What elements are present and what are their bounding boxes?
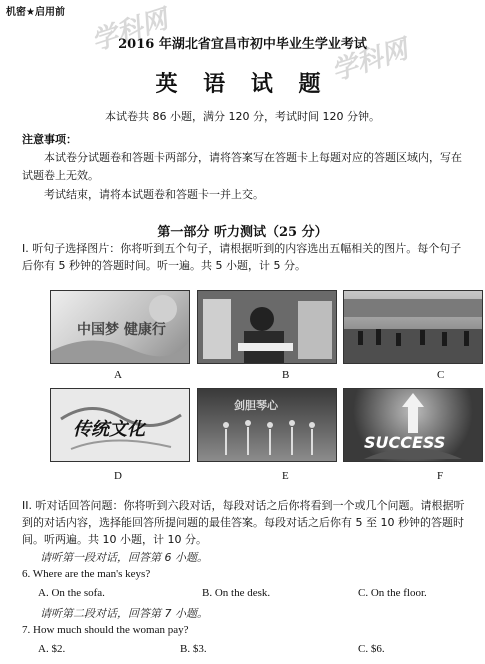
picture-c-illustration xyxy=(344,291,482,363)
section-2-instruction xyxy=(22,497,466,548)
picture-f-text: SUCCESS xyxy=(364,433,446,452)
q6-option-c: C. On the floor. xyxy=(358,587,427,599)
picture-f xyxy=(343,388,483,462)
dialogue-2-prompt: 请听第二段对话，回答第 7 小题。 xyxy=(40,607,208,620)
picture-label-d: D xyxy=(114,470,122,482)
question-6-stem: 6. Where are the man's keys? xyxy=(22,568,151,580)
q6-option-b: B. On the desk. xyxy=(202,587,271,599)
picture-label-f: F xyxy=(437,470,444,482)
section-2-text: II. 听对话回答问题：你将听到六段对话，每段对话之后你将看到一个或几个问题。请根据听到的对话内容，选择能回答所提问题的最佳答案。每段对话之后你有 5 至 10 秒钟的答题时间。听两遍。共 10 小题，计 10 分。 xyxy=(22,499,465,546)
notes-paragraph-2: 考试结束，请将本试题卷和答题卡一并上交。 xyxy=(44,188,264,201)
picture-e-text: 剑胆琴心 xyxy=(234,399,278,412)
picture-d xyxy=(50,388,190,462)
q6-option-a: A. On the sofa. xyxy=(38,587,105,599)
picture-label-a: A xyxy=(114,369,122,381)
watermark: 学科网 xyxy=(328,34,412,88)
section-1-text: Ⅰ. 听句子选择图片：你将听到五个句子，请根据听到的内容选出五幅相关的图片。每个句子后你有 5 秒钟的答题时间。听一遍。共 5 小题，计 5 分。 xyxy=(22,242,462,272)
watermark: 学科网 xyxy=(88,4,172,58)
picture-label-e: E xyxy=(282,470,289,482)
q7-option-c: C. $6. xyxy=(358,643,385,655)
section-1-instruction xyxy=(22,240,466,274)
picture-label-b: B xyxy=(282,369,290,381)
q7-option-b: B. $3. xyxy=(180,643,207,655)
picture-label-c: C xyxy=(437,369,445,381)
picture-b-illustration xyxy=(198,291,336,363)
subject-title: 英 语 试 题 xyxy=(155,71,330,97)
notes-heading: 注意事项： xyxy=(22,133,77,146)
question-7-stem: 7. How much should the woman pay? xyxy=(22,624,189,636)
picture-d-text: 传统文化 xyxy=(73,419,145,440)
picture-a xyxy=(50,290,190,364)
notes-paragraph-1: 本试卷分试题卷和答题卡两部分，请将答案写在答题卡上每题对应的答题区域内，写在试题卷上无效。 xyxy=(22,151,462,182)
picture-a-text: 中国梦 健康行 xyxy=(77,322,166,338)
picture-b xyxy=(197,290,337,364)
exam-title: 2016 年湖北省宜昌市初中毕业生学业考试 xyxy=(118,37,367,52)
part-1-title: 第一部分 听力测试（25 分） xyxy=(157,225,328,240)
picture-c xyxy=(343,290,483,364)
picture-e xyxy=(197,388,337,462)
secret-label: 机密★启用前 xyxy=(6,7,65,18)
exam-intro: 本试卷共 86 小题，满分 120 分，考试时间 120 分钟。 xyxy=(105,110,380,123)
q7-option-a: A. $2. xyxy=(38,643,66,655)
dialogue-1-prompt: 请听第一段对话，回答第 6 小题。 xyxy=(40,551,208,564)
